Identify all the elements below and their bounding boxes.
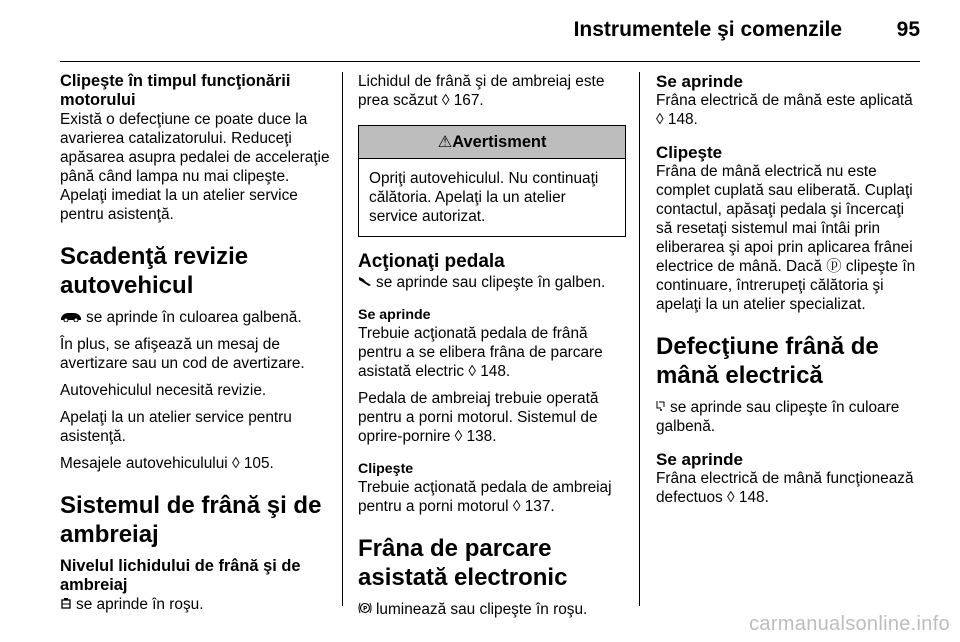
engine-flash-text: Există o defecţiune ce poate duce la avarierea catalizatorului. Reduceţi apăsarea asupra pedalei de acceleraţie până când lampa nu mai clipeşte. Apelaţi imediat la un atelier service pentru asistenţă. [60, 111, 330, 223]
lights-up-2-text: Frâna electrică de mână este aplicată ◊ 148. [656, 92, 913, 128]
warning-title: Avertisment [452, 133, 547, 151]
car-service-icon [60, 308, 82, 327]
parking-brake-icon [358, 600, 372, 619]
warning-header [359, 126, 625, 159]
header-divider [60, 61, 920, 62]
press-pedal-text: se aprinde sau clipeşte în galben. [376, 274, 606, 291]
flashes-2-text: Frâna de mână electrică nu este complet cuplată sau eliberată. Cuplaţi contactul, apăsaţi pedala şi încercaţi să resetaţi sistemul mai întâi prin eliberarea şi apoi prin aplicarea frânei electrice de mână. Dacă ⓟ clipeşte în continuare, întrerupeţi călătoria şi apelaţi la un atelier specializat. [656, 163, 916, 313]
page-header-title: Instrumentele şi comenzile [573, 18, 842, 41]
section-title-parking-brake-fault: Defecţiune frână de mână electrică [656, 333, 879, 389]
page-number: 95 [896, 18, 920, 41]
lights-up-p1: Trebuie acţionată pedala de frână pentru a se elibera frâna de parcare asistată electric ◊ 148. [358, 325, 603, 380]
lights-up-3-text: Frâna electrică de mână funcţionează defectuos ◊ 148. [656, 470, 914, 506]
service-due-text: se aprinde în culoarea galbenă. [86, 309, 302, 326]
service-due-p3: Autovehiculul necesită revizie. [60, 382, 267, 399]
warning-text: Opriţi autovehiculul. Nu continuaţi călătoria. Apelaţi la un atelier service autorizat. [369, 170, 599, 225]
warning-triangle-icon: ⚠ [437, 133, 453, 151]
parking-brake-fault-text: se aprinde sau clipeşte în culoare galbenă. [656, 399, 900, 435]
section-title-brake-system: Sistemul de frână şi de ambreiaj [60, 492, 322, 548]
service-due-line [60, 308, 330, 327]
subtitle-flashes-2: Clipeşte [656, 143, 723, 162]
column-1 [60, 72, 330, 622]
service-due-p2: În plus, se afişează un mesaj de avertizare sau un cod de avertizare. [60, 336, 305, 372]
parking-brake-fault-icon [656, 398, 666, 417]
column-2 [358, 72, 626, 627]
service-due-p4: Apelaţi la un atelier service pentru asistenţă. [60, 409, 292, 445]
foot-pedal-icon [358, 273, 372, 292]
brake-fluid-icon [60, 595, 72, 614]
fluid-low-text: Lichidul de frână şi de ambreiaj este prea scăzut ◊ 167. [358, 73, 605, 109]
brake-fluid-text: se aprinde în roşu. [76, 596, 204, 613]
press-pedal-line [358, 273, 626, 292]
column-3 [656, 72, 924, 515]
warning-box [358, 125, 626, 237]
flashes-p1: Trebuie acţionată pedala de ambreiaj pentru a porni motorul ◊ 137. [358, 479, 612, 515]
subtitle-lights-up: Se aprinde [358, 307, 431, 323]
subtitle-flashes: Clipeşte [358, 461, 414, 477]
subtitle-lights-up-2: Se aprinde [656, 72, 743, 91]
watermark: carmanualsonline.info [749, 613, 950, 635]
section-title-engine-flash: Clipeşte în timpul funcţionării motorului [60, 72, 291, 109]
section-title-service-due: Scadenţă revizie autovehicul [60, 243, 249, 299]
parking-brake-text: luminează sau clipeşte în roşu. [376, 601, 588, 618]
subtitle-lights-up-3: Se aprinde [656, 450, 743, 469]
service-due-p5: Mesajele autovehiculului ◊ 105. [60, 455, 274, 472]
section-title-electric-parking-brake: Frâna de parcare asistată electronic [358, 535, 568, 591]
column-divider-2 [639, 72, 640, 606]
section-title-press-pedal: Acţionaţi pedala [358, 251, 505, 272]
parking-brake-line [358, 600, 626, 619]
svg-text:P: P [363, 605, 368, 613]
parking-brake-fault-line [656, 398, 924, 436]
subsection-brake-fluid: Nivelul lichidului de frână şi de ambreiaj [60, 557, 301, 594]
brake-fluid-line [60, 595, 330, 614]
column-divider-1 [342, 72, 343, 606]
lights-up-p2: Pedala de ambreiaj trebuie operată pentru a porni motorul. Sistemul de oprire-pornire ◊ 138. [358, 390, 599, 445]
